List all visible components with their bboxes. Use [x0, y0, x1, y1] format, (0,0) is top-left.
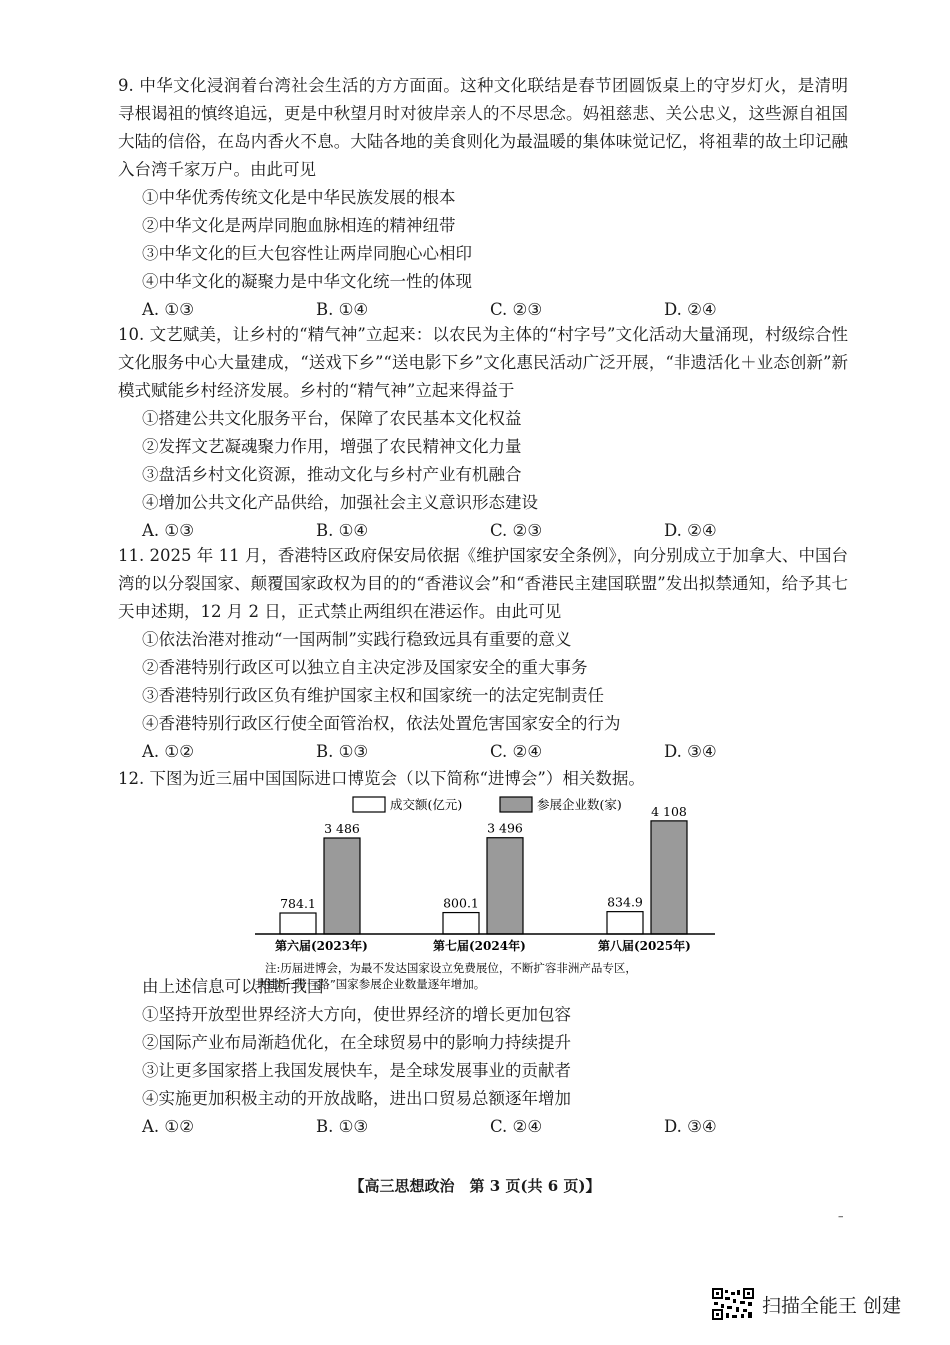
page-mark: –: [838, 1210, 844, 1223]
data-label-turnover: 784.1: [280, 896, 316, 911]
question-11: [118, 542, 848, 766]
choice-a: A. ①②: [142, 1117, 194, 1136]
chart-canvas: [255, 794, 715, 994]
choice-d: D. ②④: [664, 521, 717, 540]
answer-choices: [118, 738, 848, 766]
statement-option: ①依法治港对推动“一国两制”实践行稳致远具有重要的意义: [142, 630, 572, 649]
question-9: [118, 72, 848, 324]
data-label-turnover: 834.9: [607, 894, 643, 910]
scanner-watermark: [712, 1288, 901, 1320]
choice-a: A. ①③: [142, 521, 194, 540]
answer-choices: [118, 1113, 848, 1141]
statement-option: ②香港特别行政区可以独立自主决定涉及国家安全的重大事务: [142, 658, 588, 677]
statement-option: ①坚持开放型世界经济大方向，使世界经济的增长更加包容: [142, 1005, 571, 1024]
choice-c: C. ②③: [490, 300, 543, 319]
bar-exhibitors: [324, 838, 360, 934]
qr-code-icon: [712, 1288, 754, 1320]
scanner-label: 扫描全能王 创建: [762, 1294, 902, 1317]
bar-turnover: [280, 913, 316, 934]
statement-option: ①中华优秀传统文化是中华民族发展的根本: [142, 188, 456, 207]
chart-note-line-1: 注:历届进博会，为最不发达国家设立免费展位，不断扩容非洲产品专区，: [265, 961, 637, 975]
data-label-exhibitors: 3 486: [324, 821, 360, 836]
question-lead: 由上述信息可以推断我国: [142, 977, 324, 996]
question-stem: 9. 中华文化浸润着台湾社会生活的方方面面。这种文化联结是春节团圆饭桌上的守岁灯火，是清明寻根谒祖的慎终追远，更是中秋望月时对彼岸亲人的不尽思念。妈祖慈悲、关公忠义，这些源自祖国大陆的信俗，在岛内香火不息。大陆各地的美食则化为最温暖的集体味觉记忆，将祖辈的故土印记融入台湾千家万户。由此可见: [118, 76, 848, 179]
statement-option: ④增加公共文化产品供给，加强社会主义意识形态建设: [142, 493, 538, 512]
statement-option: ①搭建公共文化服务平台，保障了农民基本文化权益: [142, 409, 522, 428]
choice-b: B. ①③: [316, 1117, 369, 1136]
statement-option: ②发挥文艺凝魂聚力作用，增强了农民精神文化力量: [142, 437, 522, 456]
choice-d: D. ③④: [664, 1117, 717, 1136]
data-label-turnover: 800.1: [443, 895, 479, 911]
choice-b: B. ①④: [316, 300, 369, 319]
legend-swatch-exhibitors: [500, 797, 532, 812]
answer-choices: [118, 517, 848, 545]
statement-option: ②中华文化是两岸同胞血脉相连的精神纽带: [142, 216, 456, 235]
data-label-exhibitors: 3 496: [487, 820, 523, 836]
choice-a: A. ①②: [142, 742, 194, 761]
legend-label-exhibitors: 参展企业数(家): [537, 797, 622, 812]
statement-option: ④实施更加积极主动的开放战略，进出口贸易总额逐年增加: [142, 1089, 571, 1108]
category-label: 第六届(2023年): [275, 939, 368, 953]
choice-d: D. ②④: [664, 300, 717, 319]
bar-turnover: [443, 913, 479, 934]
legend-swatch-turnover: [353, 797, 385, 812]
statement-option: ④中华文化的凝聚力是中华文化统一性的体现: [142, 272, 472, 291]
data-label-exhibitors: 4 108: [651, 803, 687, 819]
question-stem: 12. 下图为近三届中国国际进口博览会（以下简称“进博会”）相关数据。: [118, 769, 645, 788]
statement-option: ③中华文化的巨大包容性让两岸同胞心心相印: [142, 244, 472, 263]
statement-option: ③让更多国家搭上我国发展快车，是全球发展事业的贡献者: [142, 1061, 571, 1080]
statement-option: ②国际产业布局渐趋优化，在全球贸易中的影响力持续提升: [142, 1033, 571, 1052]
question-stem: 10. 文艺赋美，让乡村的“精气神”立起来：以农民为主体的“村字号”文化活动大量涌现，村级综合性文化服务中心大量建成，“送戏下乡”“送电影下乡”文化惠民活动广泛开展，“非遗活化＋业态创新”新模式赋能乡村经济发展。乡村的“精气神”立起来得益于: [118, 325, 848, 400]
category-label: 第八届(2025年): [598, 939, 691, 953]
choice-b: B. ①④: [316, 521, 369, 540]
statement-option: ③盘活乡村文化资源，推动文化与乡村产业有机融合: [142, 465, 522, 484]
choice-c: C. ②④: [490, 1117, 543, 1136]
bar-exhibitors: [651, 821, 687, 934]
statement-option: ③香港特别行政区负有维护国家主权和国家统一的法定宪制责任: [142, 686, 604, 705]
choice-c: C. ②③: [490, 521, 543, 540]
chart-note-line-2: 共建“一带一路”国家参展企业数量逐年增加。: [255, 977, 486, 991]
choice-c: C. ②④: [490, 742, 543, 761]
question-10: [118, 321, 848, 545]
choice-b: B. ①③: [316, 742, 369, 761]
choice-d: D. ③④: [664, 742, 717, 761]
page-footer: 【高三思想政治 第 3 页(共 6 页)】: [349, 1177, 601, 1195]
expo-bar-chart: [255, 794, 715, 994]
answer-choices: [118, 296, 848, 324]
statement-option: ④香港特别行政区行使全面管治权，依法处置危害国家安全的行为: [142, 714, 621, 733]
question-stem: 11. 2025 年 11 月，香港特区政府保安局依据《维护国家安全条例》，向分别成立于加拿大、中国台湾的以分裂国家、颠覆国家政权为目的的“香港议会”和“香港民主建国联盟”发出拟禁通知，给予其七天申述期，12 月 2 日，正式禁止两组织在港运作。由此可见: [118, 546, 848, 621]
legend-label-turnover: 成交额(亿元): [390, 797, 463, 812]
choice-a: A. ①③: [142, 300, 194, 319]
bar-exhibitors: [487, 838, 523, 934]
bar-turnover: [607, 912, 643, 934]
category-label: 第七届(2024年): [433, 939, 526, 953]
